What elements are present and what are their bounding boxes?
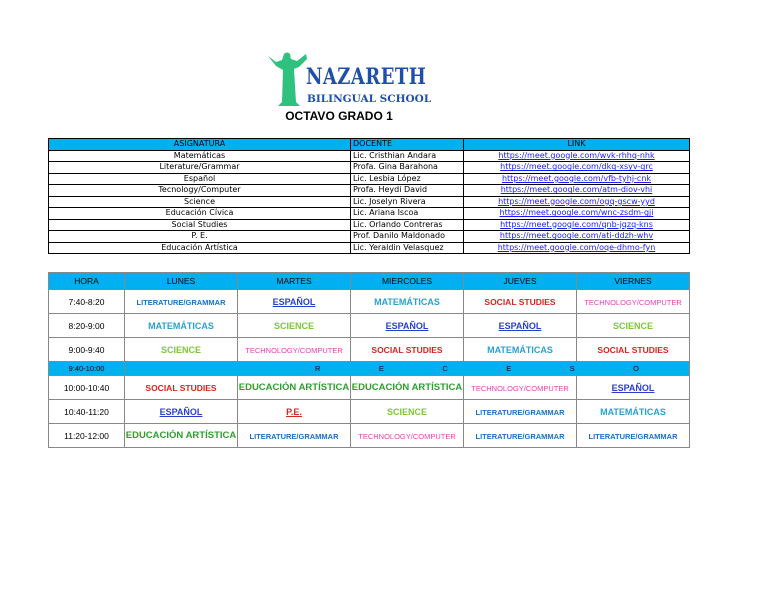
meet-link[interactable]: https://meet.google.com/oqe-dhmo-fyn (464, 242, 690, 254)
class-cell (464, 376, 577, 400)
schedule-row (49, 338, 690, 362)
teacher-row (49, 242, 690, 254)
subject-cell: Educación Artística (49, 242, 351, 254)
school-subtitle: BILINGUAL SCHOOL (307, 93, 432, 105)
subject-cell: Español (49, 173, 351, 185)
class-cell (351, 376, 464, 400)
subject-label: LITERATURE/GRAMMAR (475, 431, 565, 441)
header-jueves: JUEVES (464, 273, 577, 290)
subject-label: TECHNOLOGY/COMPUTER (245, 345, 343, 355)
time-cell: 8:20-9:00 (49, 314, 125, 338)
class-cell (464, 314, 577, 338)
teacher-row (49, 231, 690, 243)
recess-letter: E (378, 364, 384, 373)
subject-label: LITERATURE/GRAMMAR (136, 297, 226, 307)
header-miercoles: MIERCOLES (351, 273, 464, 290)
class-cell (238, 290, 351, 314)
subject-label: SOCIAL STUDIES (484, 296, 556, 307)
subject-label: ESPAÑOL (272, 296, 316, 307)
time-cell: 7:40-8:20 (49, 290, 125, 314)
subject-label: SOCIAL STUDIES (371, 344, 443, 355)
subject-label: ESPAÑOL (498, 320, 542, 331)
christ-statue-icon (266, 50, 310, 108)
recess-letter: C (442, 364, 448, 373)
subject-label: ESPAÑOL (385, 320, 429, 331)
class-cell (125, 338, 238, 362)
class-cell (238, 424, 351, 448)
recess-letter: O (633, 364, 639, 373)
class-cell (464, 400, 577, 424)
subject-label: SOCIAL STUDIES (597, 344, 669, 355)
meet-link[interactable]: https://meet.google.com/ati-ddzh-whv (464, 231, 690, 243)
subject-label: LITERATURE/GRAMMAR (588, 431, 678, 441)
subject-label: TECHNOLOGY/COMPUTER (584, 297, 682, 307)
class-cell (125, 424, 238, 448)
recess-row (49, 362, 690, 376)
schedule-row (49, 424, 690, 448)
subject-cell: Social Studies (49, 219, 351, 231)
teacher-row (49, 208, 690, 220)
class-cell (238, 338, 351, 362)
header-docente: DOCENTE (351, 139, 464, 151)
teacher-cell: Prof. Danilo Maldonado (351, 231, 464, 243)
subject-label: SCIENCE (273, 320, 314, 331)
teacher-row (49, 219, 690, 231)
time-cell: 10:00-10:40 (49, 376, 125, 400)
class-cell (464, 424, 577, 448)
subject-label: P.E. (286, 406, 302, 417)
class-cell (351, 338, 464, 362)
teacher-cell: Lic. Cristhian Andara (351, 150, 464, 162)
subject-label: MATEMÁTICAS (148, 320, 214, 331)
schedule-row (49, 314, 690, 338)
schedule-row (49, 376, 690, 400)
header-hora: HORA (49, 273, 125, 290)
class-cell (238, 376, 351, 400)
subject-cell: Literature/Grammar (49, 162, 351, 174)
subject-label: EDUCACIÓN ARTÍSTICA (125, 430, 237, 441)
schedule-row (49, 290, 690, 314)
subject-cell: Educación Cívica (49, 208, 351, 220)
meet-link[interactable]: https://meet.google.com/wnc-zsdm-gji (464, 208, 690, 220)
class-cell (577, 290, 690, 314)
schedule-header-row (49, 273, 690, 290)
teacher-row (49, 162, 690, 174)
teacher-row (49, 185, 690, 197)
class-cell (351, 314, 464, 338)
teacher-cell: Lic. Yeraldin Velasquez (351, 242, 464, 254)
subject-label: ESPAÑOL (159, 406, 203, 417)
subject-label: LITERATURE/GRAMMAR (249, 431, 339, 441)
class-cell (351, 400, 464, 424)
header-link: LINK (464, 139, 690, 151)
teacher-cell: Profa. Heydi David (351, 185, 464, 197)
subject-label: EDUCACIÓN ARTÍSTICA (238, 382, 350, 393)
class-cell (464, 290, 577, 314)
meet-link[interactable]: https://meet.google.com/wvk-rhhq-nhk (464, 150, 690, 162)
meet-link[interactable]: https://meet.google.com/vfb-tyhj-cnk (464, 173, 690, 185)
subject-label: LITERATURE/GRAMMAR (475, 407, 565, 417)
class-cell (238, 314, 351, 338)
meet-link[interactable]: https://meet.google.com/ogq-gscw-yyd (464, 196, 690, 208)
subject-label: MATEMÁTICAS (600, 406, 666, 417)
subject-label: MATEMÁTICAS (374, 296, 440, 307)
teachers-table (48, 138, 690, 254)
time-cell: 10:40-11:20 (49, 400, 125, 424)
class-cell (125, 400, 238, 424)
meet-link[interactable]: https://meet.google.com/dkq-xsyv-qrc (464, 162, 690, 174)
subject-label: ESPAÑOL (611, 382, 655, 393)
schedule-row (49, 400, 690, 424)
teacher-cell: Lic. Orlando Contreras (351, 219, 464, 231)
class-cell (577, 376, 690, 400)
class-cell (238, 400, 351, 424)
teacher-cell: Profa. Gina Barahona (351, 162, 464, 174)
teachers-header-row (49, 139, 690, 151)
time-cell: 11:20-12:00 (49, 424, 125, 448)
school-logo (266, 50, 432, 110)
recess-letter: E (506, 364, 512, 373)
recess-letter: S (569, 364, 575, 373)
header-viernes: VIERNES (577, 273, 690, 290)
teacher-row (49, 150, 690, 162)
teacher-cell: Lic. Joselyn Rivera (351, 196, 464, 208)
subject-cell: Science (49, 196, 351, 208)
header-martes: MARTES (238, 273, 351, 290)
meet-link[interactable]: https://meet.google.com/atm-diov-vhi (464, 185, 690, 197)
class-cell (577, 424, 690, 448)
teacher-row (49, 173, 690, 185)
schedule-table (48, 272, 690, 448)
header-lunes: LUNES (125, 273, 238, 290)
header-asignatura: ASIGNATURA (49, 139, 351, 151)
subject-label: EDUCACIÓN ARTÍSTICA (351, 382, 463, 393)
page-title: OCTAVO GRADO 1 (285, 109, 393, 123)
subject-cell: Tecnology/Computer (49, 185, 351, 197)
subject-label: TECHNOLOGY/COMPUTER (358, 431, 456, 441)
recess-letter: R (315, 364, 321, 373)
teacher-cell: Lic. Lesbia López (351, 173, 464, 185)
class-cell (125, 314, 238, 338)
recess-time: 9:40-10:00 (49, 362, 125, 376)
school-name: NAZARETH (306, 64, 427, 90)
class-cell (351, 290, 464, 314)
class-cell (351, 424, 464, 448)
subject-label: MATEMÁTICAS (487, 344, 553, 355)
time-cell: 9:00-9:40 (49, 338, 125, 362)
class-cell (125, 376, 238, 400)
subject-label: SCIENCE (160, 344, 201, 355)
recess-label (125, 362, 690, 376)
teacher-cell: Lic. Ariana Iscoa (351, 208, 464, 220)
subject-label: TECHNOLOGY/COMPUTER (471, 383, 569, 393)
subject-label: SCIENCE (386, 406, 427, 417)
class-cell (577, 400, 690, 424)
meet-link[interactable]: https://meet.google.com/qnb-jqzq-kns (464, 219, 690, 231)
subject-label: SCIENCE (612, 320, 653, 331)
subject-cell: P. E. (49, 231, 351, 243)
class-cell (577, 314, 690, 338)
class-cell (464, 338, 577, 362)
teacher-row (49, 196, 690, 208)
subject-label: SOCIAL STUDIES (145, 382, 217, 393)
class-cell (125, 290, 238, 314)
subject-cell: Matemáticas (49, 150, 351, 162)
class-cell (577, 338, 690, 362)
